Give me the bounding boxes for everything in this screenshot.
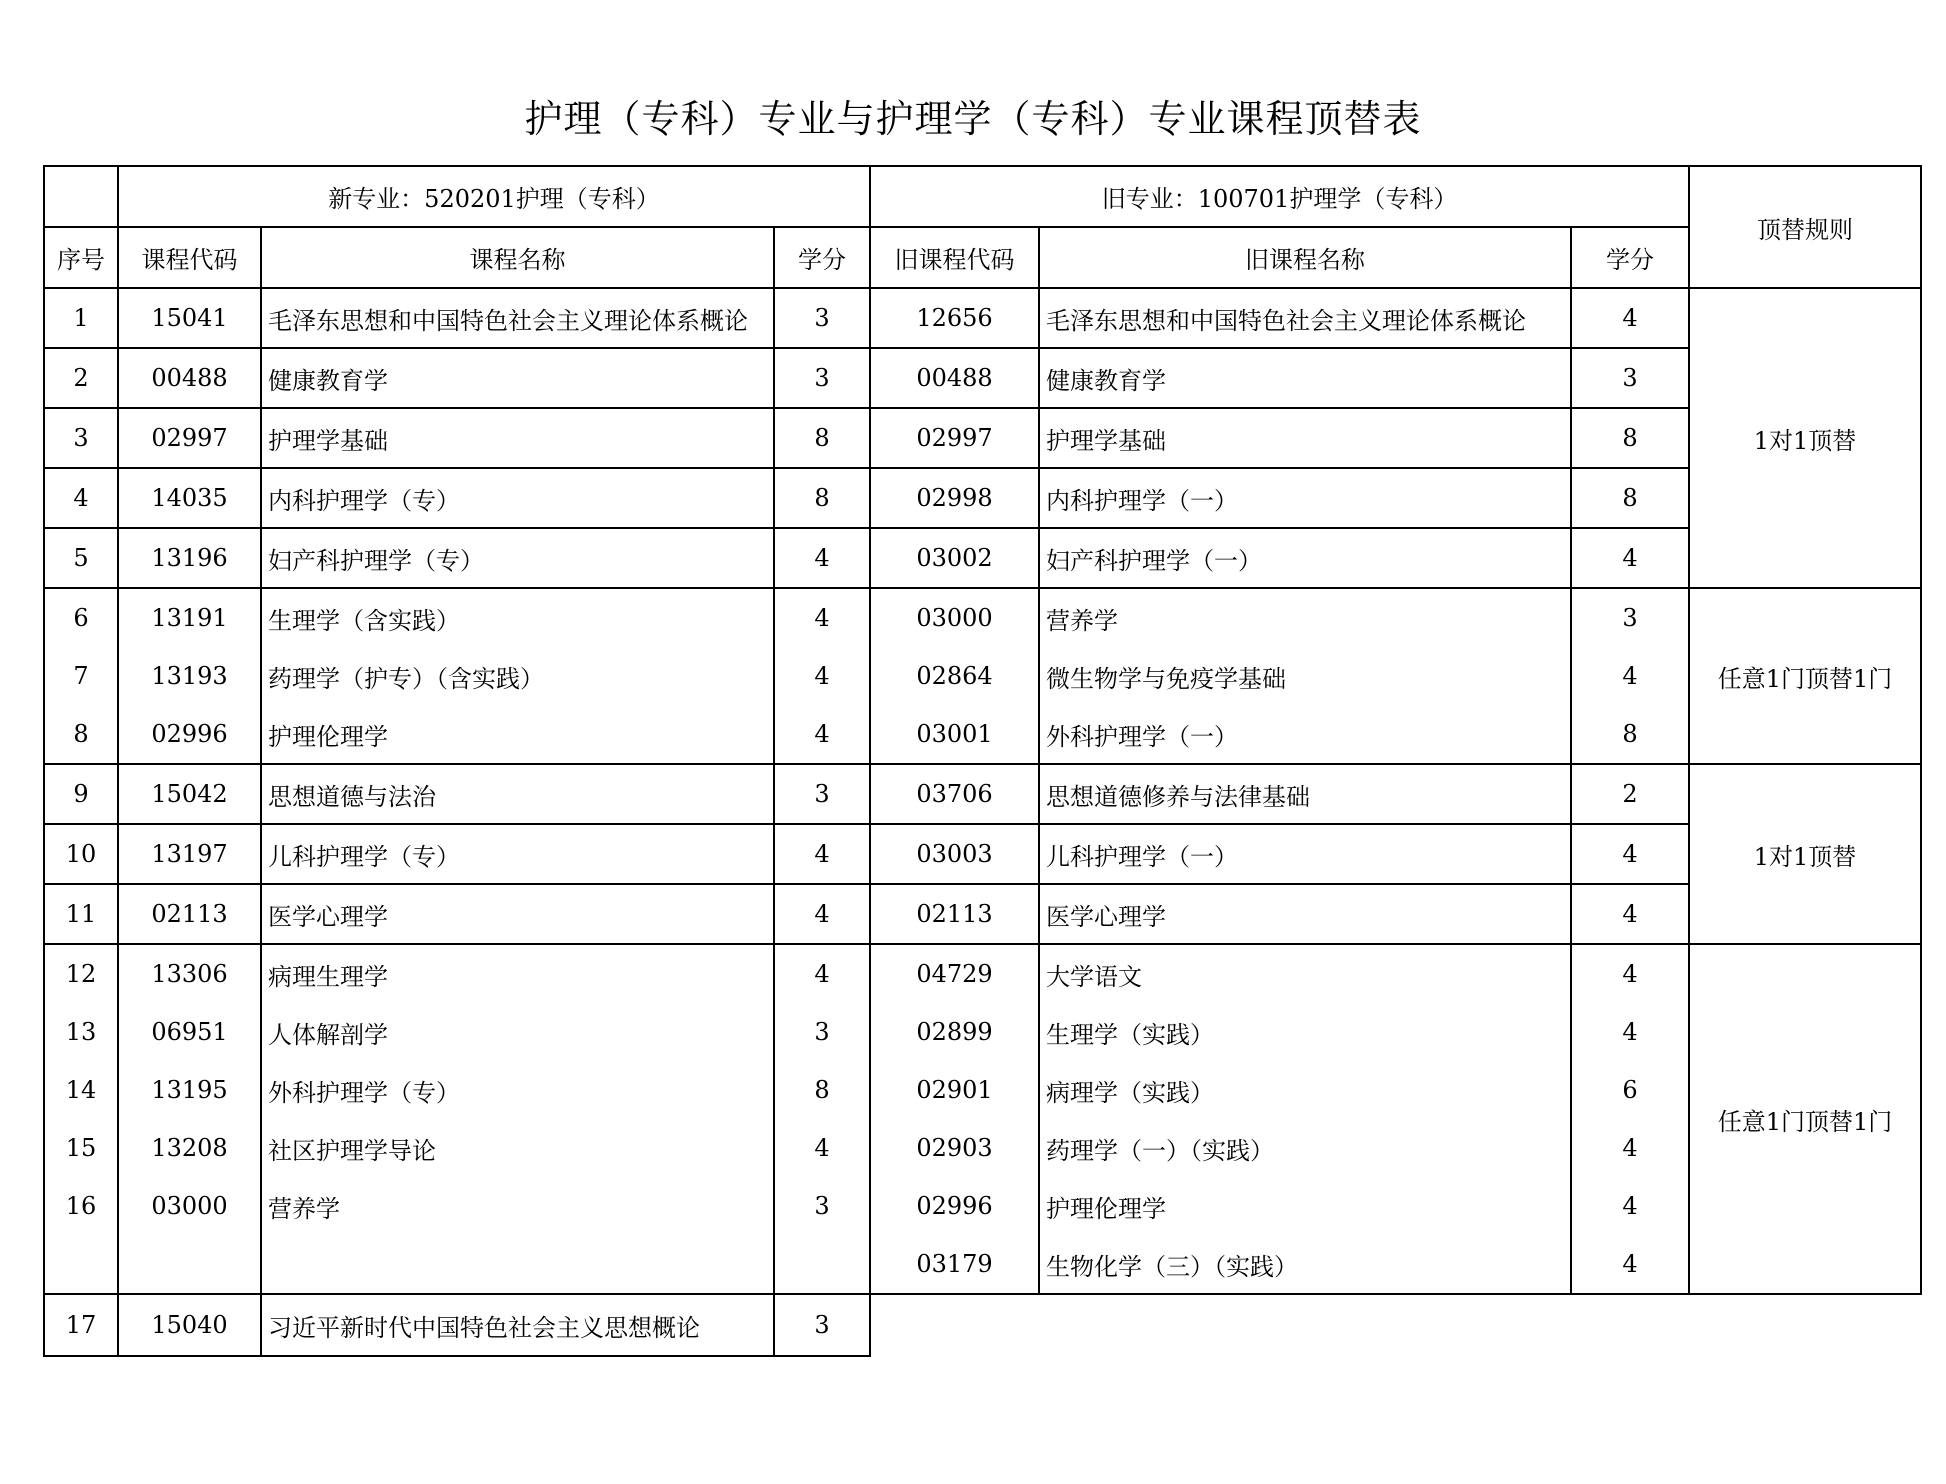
course-name-cell: 思想道德与法治 [261,764,774,824]
course-name-cell: 内科护理学（专） [261,468,774,528]
credit-header: 学分 [774,227,870,288]
course-name-header: 课程名称 [261,227,774,288]
course-name-cell: 社区护理学导论 [261,1119,774,1177]
credit-cell: 8 [774,408,870,468]
credit-cell: 3 [774,764,870,824]
old-credit-cell: 4 [1571,944,1689,1003]
rule-cell: 任意1门顶替1门 [1689,588,1921,764]
rule-cell: 任意1门顶替1门 [1689,944,1921,1294]
credit-cell: 4 [774,705,870,764]
credit-cell: 3 [774,288,870,348]
old-course-code-cell: 03179 [870,1235,1039,1294]
course-code-cell: 13191 [118,588,261,647]
old-course-code-cell: 03000 [870,588,1039,647]
credit-cell: 8 [774,468,870,528]
seq-cell: 16 [44,1177,118,1235]
rule-cell: 1对1顶替 [1689,288,1921,588]
old-course-code-cell: 02997 [870,408,1039,468]
table-row [44,408,1921,468]
course-code-cell: 15041 [118,288,261,348]
table-row [44,764,1921,824]
table-row [44,588,1921,647]
course-code-cell: 06951 [118,1003,261,1061]
rule-header: 顶替规则 [1689,166,1921,288]
course-name-cell: 护理伦理学 [261,705,774,764]
old-credit-header: 学分 [1571,227,1689,288]
old-credit-cell: 4 [1571,884,1689,944]
table-row [44,1177,1921,1235]
table-row [44,647,1921,705]
course-name-cell: 药理学（护专）（含实践） [261,647,774,705]
old-course-name-cell: 大学语文 [1039,944,1571,1003]
course-name-cell: 习近平新时代中国特色社会主义思想概论 [261,1294,774,1356]
seq-cell: 11 [44,884,118,944]
seq-cell: 1 [44,288,118,348]
old-major-header: 旧专业：100701护理学（专科） [870,166,1689,227]
table-row [44,824,1921,884]
old-credit-cell: 3 [1571,348,1689,408]
old-credit-cell: 4 [1571,288,1689,348]
seq-cell: 7 [44,647,118,705]
course-name-cell: 妇产科护理学（专） [261,528,774,588]
table-row [44,288,1921,348]
substitution-table [43,165,1922,1357]
old-course-code-cell: 02899 [870,1003,1039,1061]
old-course-name-cell: 健康教育学 [1039,348,1571,408]
course-name-cell: 医学心理学 [261,884,774,944]
old-credit-cell: 3 [1571,588,1689,647]
course-code-cell: 15042 [118,764,261,824]
course-code-cell: 13195 [118,1061,261,1119]
old-course-code-header: 旧课程代码 [870,227,1039,288]
old-credit-cell: 4 [1571,647,1689,705]
header-row-columns [44,227,1921,288]
old-course-name-cell: 思想道德修养与法律基础 [1039,764,1571,824]
course-name-cell [261,1235,774,1294]
old-course-name-cell: 药理学（一）（实践） [1039,1119,1571,1177]
course-name-cell: 营养学 [261,1177,774,1235]
credit-cell: 3 [774,348,870,408]
old-course-code-cell: 03706 [870,764,1039,824]
old-course-code-cell: 02864 [870,647,1039,705]
old-course-name-cell: 内科护理学（一） [1039,468,1571,528]
table-row [44,528,1921,588]
seq-cell: 3 [44,408,118,468]
course-code-cell: 13196 [118,528,261,588]
course-name-cell: 毛泽东思想和中国特色社会主义理论体系概论 [261,288,774,348]
credit-cell: 3 [774,1177,870,1235]
course-code-cell: 02997 [118,408,261,468]
seq-cell: 8 [44,705,118,764]
credit-cell: 3 [774,1294,870,1356]
seq-header: 序号 [44,227,118,288]
old-course-code-cell: 04729 [870,944,1039,1003]
table-row [44,1294,1921,1356]
old-course-name-cell: 生理学（实践） [1039,1003,1571,1061]
old-course-code-cell: 03001 [870,705,1039,764]
old-course-code-cell: 02998 [870,468,1039,528]
old-course-name-cell: 医学心理学 [1039,884,1571,944]
seq-cell: 14 [44,1061,118,1119]
old-credit-cell: 4 [1571,1235,1689,1294]
old-course-code-cell: 12656 [870,288,1039,348]
credit-cell: 4 [774,528,870,588]
old-course-name-cell: 护理伦理学 [1039,1177,1571,1235]
course-name-cell: 病理生理学 [261,944,774,1003]
old-credit-cell: 6 [1571,1061,1689,1119]
page-title: 护理（专科）专业与护理学（专科）专业课程顶替表 [524,97,1422,141]
old-credit-cell: 4 [1571,1003,1689,1061]
old-credit-cell: 8 [1571,408,1689,468]
new-major-header: 新专业：520201护理（专科） [118,166,870,227]
table-row [44,1119,1921,1177]
old-credit-cell: 8 [1571,705,1689,764]
course-code-cell: 03000 [118,1177,261,1235]
old-course-name-cell: 护理学基础 [1039,408,1571,468]
course-name-cell: 儿科护理学（专） [261,824,774,884]
old-course-name-cell: 儿科护理学（一） [1039,824,1571,884]
credit-cell: 4 [774,944,870,1003]
credit-cell: 4 [774,824,870,884]
credit-cell: 4 [774,884,870,944]
old-course-name-header: 旧课程名称 [1039,227,1571,288]
old-credit-cell: 4 [1571,824,1689,884]
seq-cell: 15 [44,1119,118,1177]
course-code-cell: 02996 [118,705,261,764]
old-course-name-cell: 生物化学（三）（实践） [1039,1235,1571,1294]
credit-cell: 4 [774,647,870,705]
course-name-cell: 生理学（含实践） [261,588,774,647]
seq-cell: 13 [44,1003,118,1061]
course-code-cell: 13208 [118,1119,261,1177]
old-credit-cell: 4 [1571,1119,1689,1177]
course-name-cell: 人体解剖学 [261,1003,774,1061]
old-course-code-cell: 02113 [870,884,1039,944]
course-name-cell: 外科护理学（专） [261,1061,774,1119]
old-course-code-cell: 00488 [870,348,1039,408]
course-name-cell: 健康教育学 [261,348,774,408]
course-code-cell: 15040 [118,1294,261,1356]
seq-cell: 5 [44,528,118,588]
credit-cell [774,1235,870,1294]
table-row [44,1235,1921,1294]
seq-cell [44,1235,118,1294]
table-row [44,1003,1921,1061]
table-row [44,705,1921,764]
table-row [44,1061,1921,1119]
old-course-name-cell: 营养学 [1039,588,1571,647]
course-code-cell: 13193 [118,647,261,705]
course-name-cell: 护理学基础 [261,408,774,468]
seq-cell: 9 [44,764,118,824]
old-course-code-cell: 02903 [870,1119,1039,1177]
header-row-top [44,166,1921,227]
seq-cell: 12 [44,944,118,1003]
course-code-cell: 13306 [118,944,261,1003]
credit-cell: 3 [774,1003,870,1061]
old-credit-cell: 8 [1571,468,1689,528]
seq-cell: 2 [44,348,118,408]
old-course-name-cell: 毛泽东思想和中国特色社会主义理论体系概论 [1039,288,1571,348]
table-row [44,348,1921,408]
old-credit-cell: 4 [1571,1177,1689,1235]
seq-cell: 10 [44,824,118,884]
old-credit-cell: 2 [1571,764,1689,824]
old-course-name-cell: 病理学（实践） [1039,1061,1571,1119]
old-course-name-cell: 妇产科护理学（一） [1039,528,1571,588]
old-course-name-cell: 外科护理学（一） [1039,705,1571,764]
credit-cell: 4 [774,588,870,647]
seq-cell: 4 [44,468,118,528]
course-code-cell: 13197 [118,824,261,884]
table-row [44,884,1921,944]
table-row [44,944,1921,1003]
old-course-code-cell: 02996 [870,1177,1039,1235]
old-course-name-cell: 微生物学与免疫学基础 [1039,647,1571,705]
credit-cell: 8 [774,1061,870,1119]
table-row [44,468,1921,528]
course-code-cell: 14035 [118,468,261,528]
old-course-code-cell: 03003 [870,824,1039,884]
old-course-code-cell: 03002 [870,528,1039,588]
credit-cell: 4 [774,1119,870,1177]
seq-cell: 6 [44,588,118,647]
course-code-cell [118,1235,261,1294]
seq-cell: 17 [44,1294,118,1356]
course-code-cell: 00488 [118,348,261,408]
course-code-cell: 02113 [118,884,261,944]
old-course-code-cell: 02901 [870,1061,1039,1119]
rule-cell: 1对1顶替 [1689,764,1921,944]
course-code-header: 课程代码 [118,227,261,288]
old-credit-cell: 4 [1571,528,1689,588]
